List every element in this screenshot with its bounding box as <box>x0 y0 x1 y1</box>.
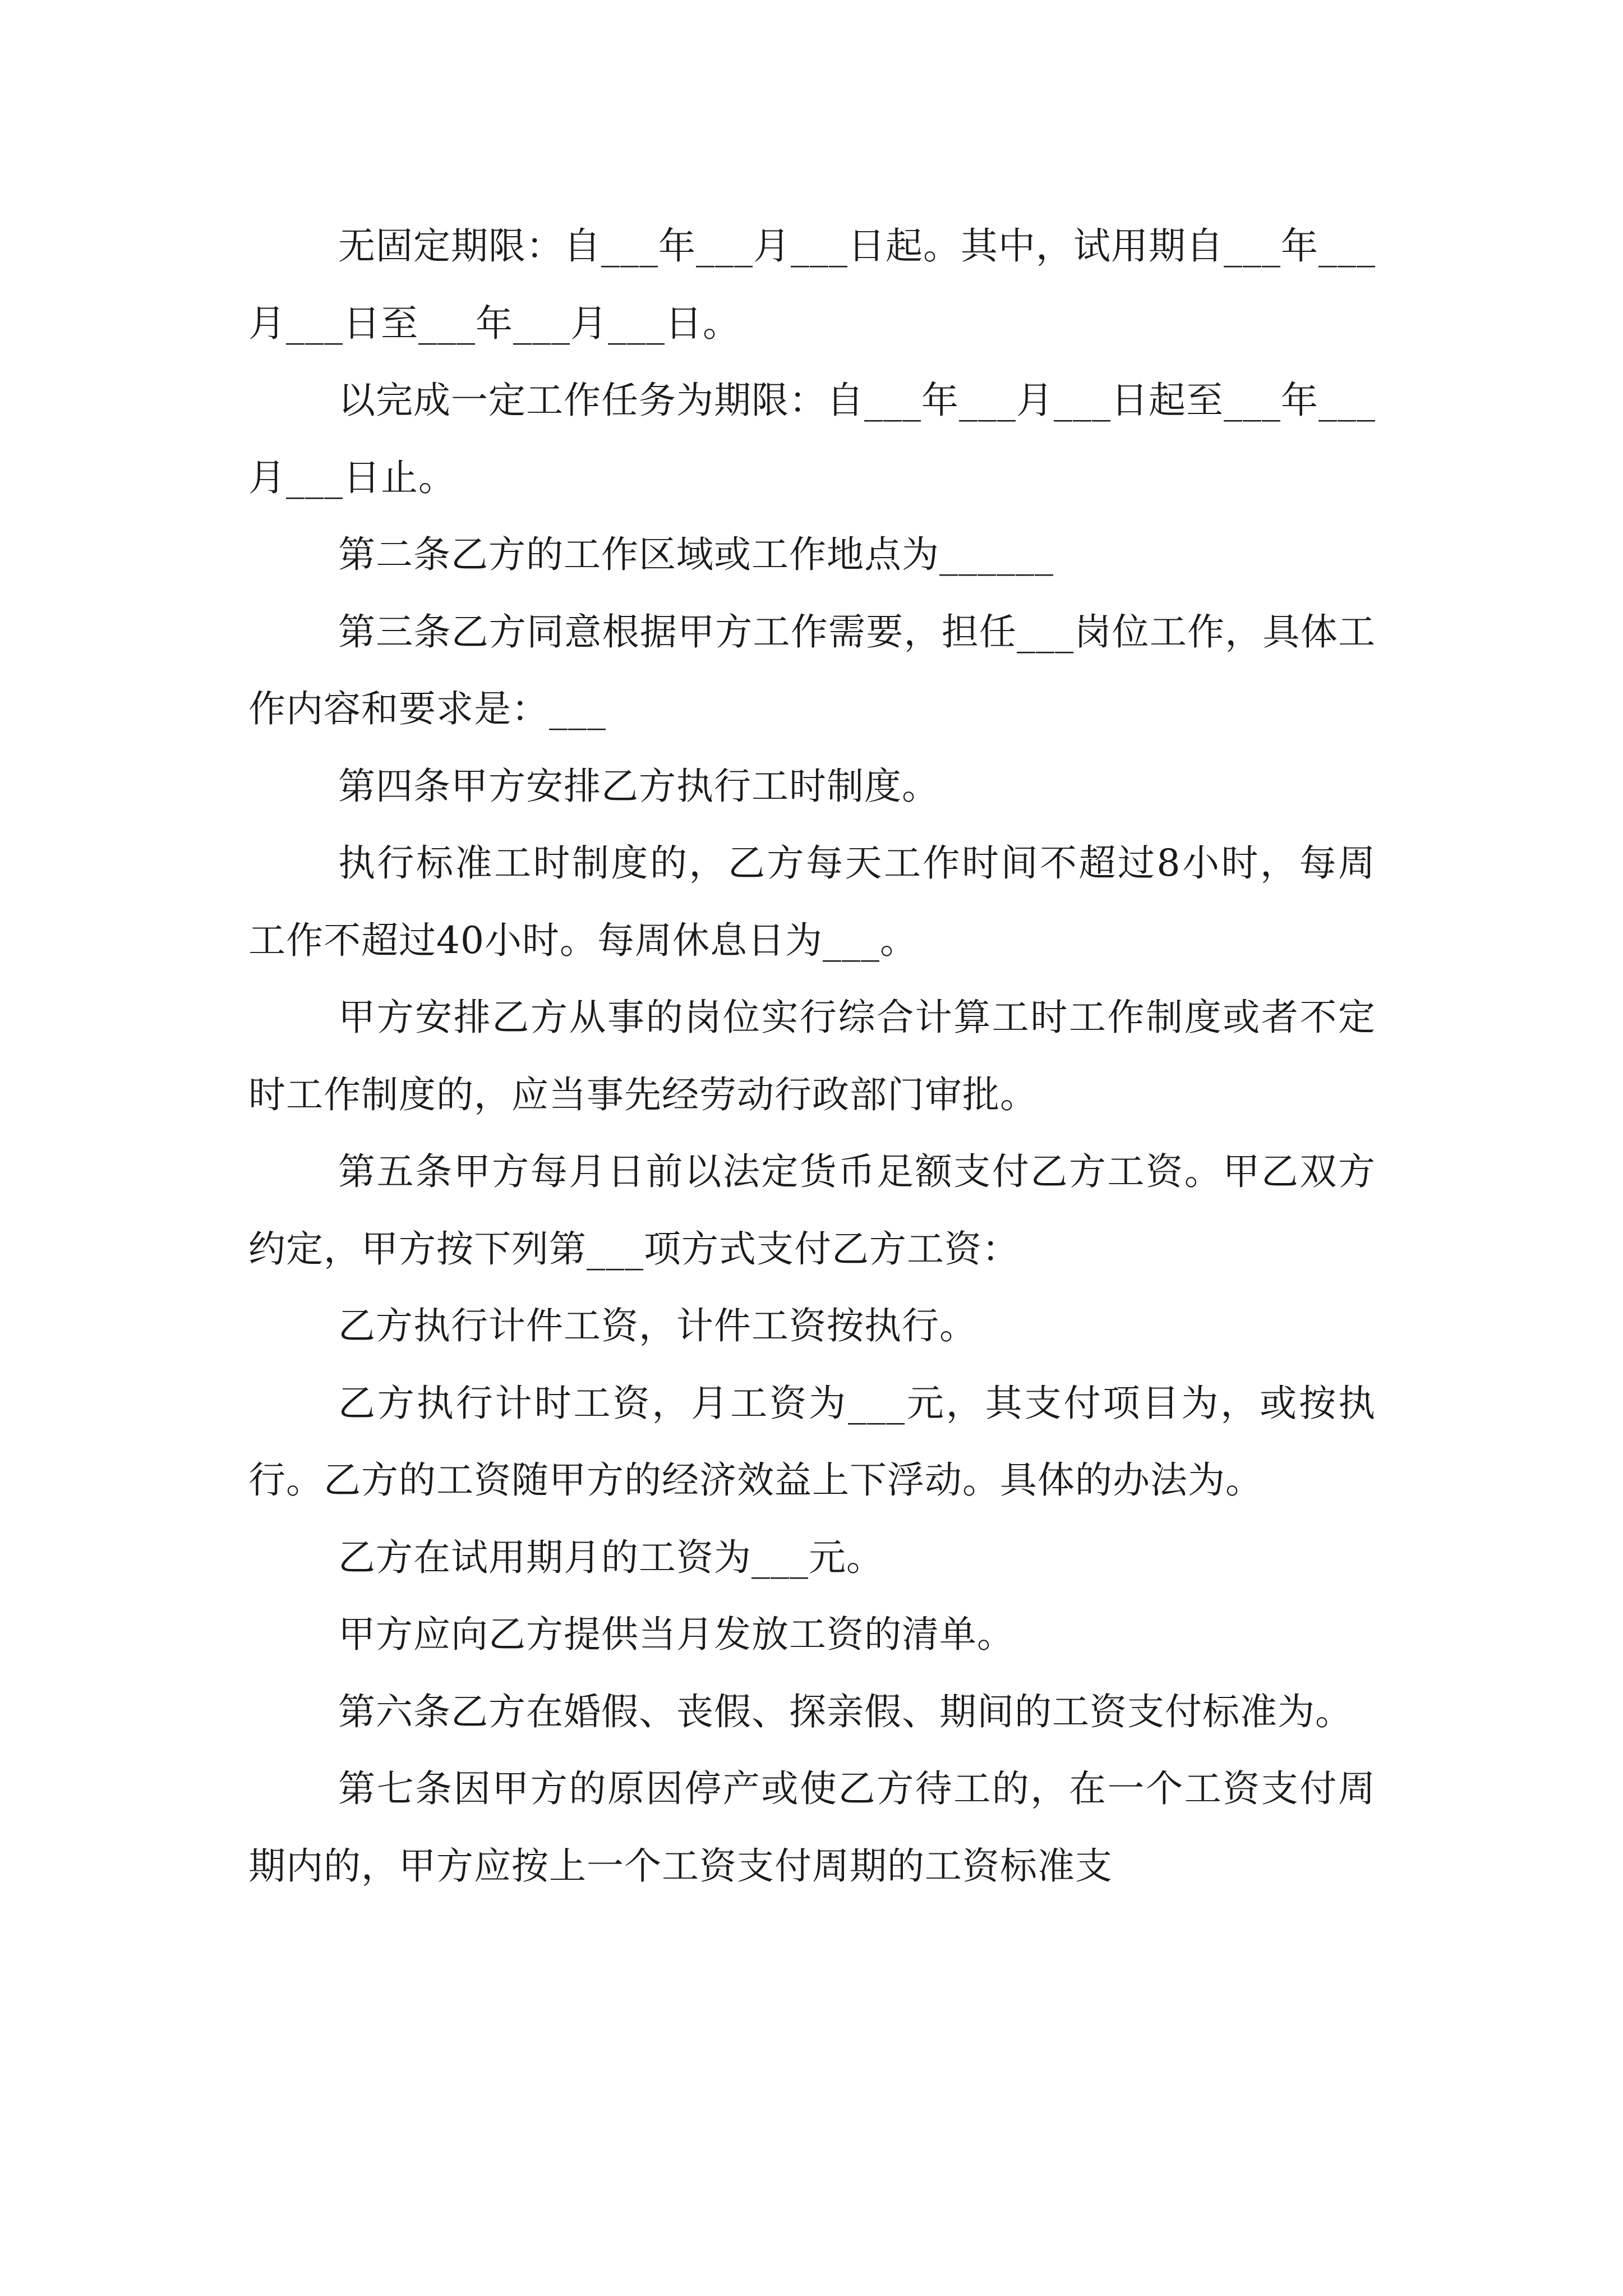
paragraph-article-5: 第五条甲方每月日前以法定货币足额支付乙方工资。甲乙双方约定，甲方按下列第___项方式支付乙方工资： <box>248 1150 1376 1271</box>
paragraph-fixed-term: 无固定期限：自___年___月___日起。其中，试用期自___年___月___日至___年___月___日。 <box>248 224 1376 345</box>
paragraph-article-6: 第六条乙方在婚假、丧假、探亲假、期间的工资支付标准为。 <box>338 1690 1353 1733</box>
paragraph-wage-list: 甲方应向乙方提供当月发放工资的清单。 <box>338 1613 1015 1656</box>
paragraph-standard-hours: 执行标准工时制度的，乙方每天工作时间不超过8小时，每周工作不超过40小时。每周休息日为___。 <box>248 841 1376 962</box>
paragraph-article-4: 第四条甲方安排乙方执行工时制度。 <box>338 764 939 808</box>
paragraph-article-7: 第七条因甲方的原因停产或使乙方待工的，在一个工资支付周期内的，甲方应按上一个工资支付周期的工资标准支 <box>248 1767 1376 1888</box>
paragraph-probation-wage: 乙方在试用期月的工资为___元。 <box>338 1535 884 1579</box>
paragraph-article-3: 第三条乙方同意根据甲方工作需要，担任___岗位工作，具体工作内容和要求是：___ <box>248 610 1376 730</box>
paragraph-task-term: 以完成一定工作任务为期限：自___年___月___日起至___年___月___日止。 <box>248 379 1376 499</box>
paragraph-time-wage: 乙方执行计时工资，月工资为___元，其支付项目为，或按执行。乙方的工资随甲方的经济效益上下浮动。具体的办法为。 <box>248 1381 1376 1502</box>
document-body <box>248 208 1376 1904</box>
paragraph-piece-wage: 乙方执行计件工资，计件工资按执行。 <box>338 1304 977 1347</box>
paragraph-article-2: 第二条乙方的工作区域或工作地点为______ <box>338 533 1054 576</box>
paragraph-flexible-hours: 甲方安排乙方从事的岗位实行综合计算工时工作制度或者不定时工作制度的，应当事先经劳动行政部门审批。 <box>248 996 1376 1116</box>
